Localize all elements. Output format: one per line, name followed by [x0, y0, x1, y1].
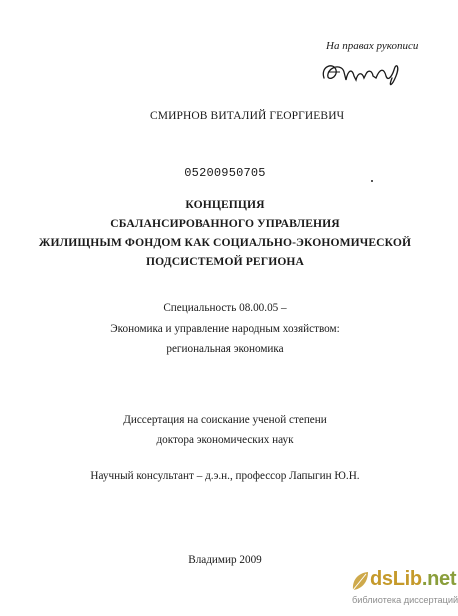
title-line: СБАЛАНСИРОВАННОГО УПРАВЛЕНИЯ — [110, 217, 340, 230]
stray-mark — [371, 180, 373, 182]
title-line: ПОДСИСТЕМОЙ РЕГИОНА — [145, 255, 305, 268]
watermark — [350, 568, 458, 616]
watermark-brand-main: dsLib — [370, 568, 422, 590]
title-line: ЖИЛИЩНЫМ ФОНДОМ КАК СОЦИАЛЬНО-ЭКОНОМИЧЕСКОЙ — [38, 236, 412, 249]
manuscript-note: На правах рукописи — [326, 40, 419, 52]
scientific-consultant: Научный консультант – д.э.н., профессор Лапыгин Ю.Н. — [90, 470, 360, 482]
degree-line: доктора экономических наук — [156, 434, 294, 446]
watermark-brand-tld: .net — [421, 568, 457, 590]
specialty-line: Экономика и управление народным хозяйством: — [110, 323, 340, 335]
specialty-line: Специальность 08.00.05 – — [163, 302, 287, 314]
title-line: КОНЦЕПЦИЯ — [185, 198, 265, 211]
registration-code: 05200950705 — [184, 166, 266, 180]
handwritten-signature — [318, 56, 408, 92]
specialty-line: региональная экономика — [166, 343, 284, 355]
watermark-brand — [370, 568, 456, 591]
place-year: Владимир 2009 — [188, 554, 262, 566]
leaf-icon — [350, 570, 370, 592]
watermark-subtitle: библиотека диссертаций — [352, 595, 458, 605]
author-name: СМИРНОВ ВИТАЛИЙ ГЕОРГИЕВИЧ — [150, 110, 345, 122]
degree-line: Диссертация на соискание ученой степени — [123, 414, 327, 426]
